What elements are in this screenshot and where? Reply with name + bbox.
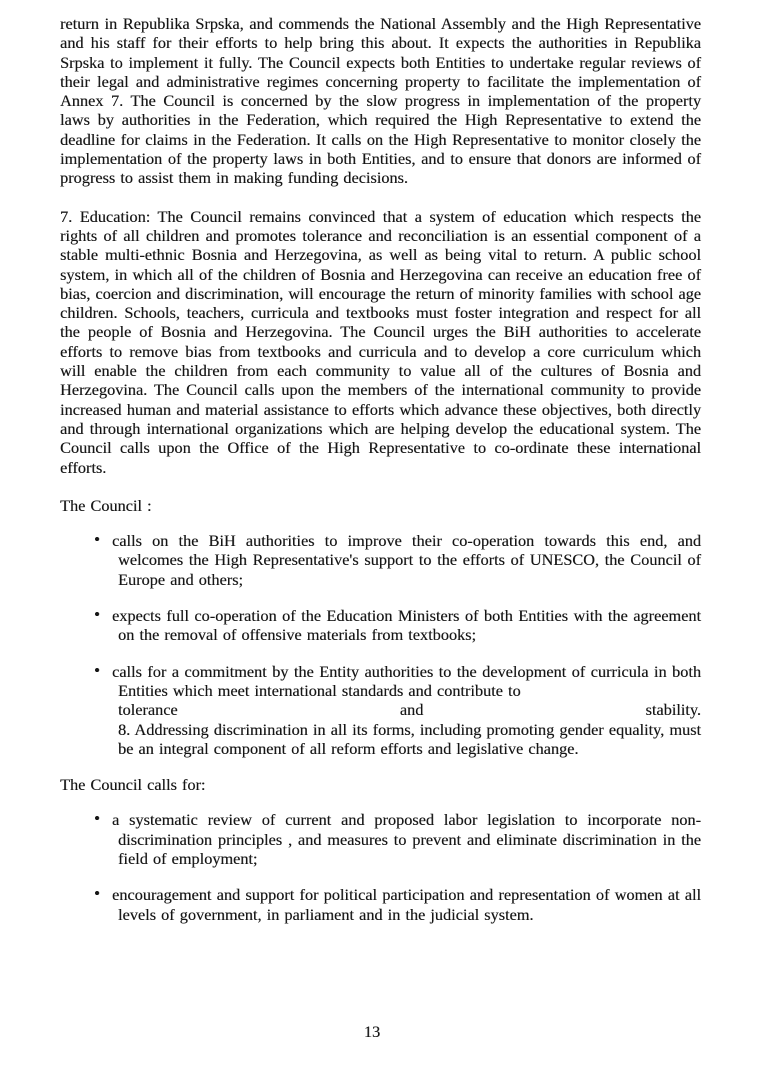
list-item-text: calls on the BiH authorities to improve their co-operation towards this end, and welcomes the High Representative's support to the efforts of UNESCO, the Council of Europe and others; bbox=[112, 531, 701, 589]
list-item bbox=[60, 810, 701, 868]
paragraph-education: 7. Education: The Council remains convinced that a system of education which respects the rights of all children and promotes tolerance and reconciliation is an essential component of a stable multi-ethnic Bosnia and Herzegovina, as well as being vital to return. A public school system, in which all of the children of Bosnia and Herzegovina can receive an education free of bias, coercion and discrimination, will encourage the return of minority families with school age children. Schools, teachers, curricula and textbooks must foster integration and respect for all the people of Bosnia and Herzegovina. The Council urges the BiH authorities to accelerate efforts to remove bias from textbooks and curricula and to develop a core curriculum which will enable the children from each community to value all of the cultures of Bosnia and Herzegovina. The Council calls upon the members of the international community to provide increased human and material assistance to efforts which advance these objectives, both directly and through international organizations which are helping develop the educational system. The Council calls upon the Office of the High Representative to co-ordinate these international efforts. bbox=[60, 206, 702, 477]
spread-word: and bbox=[399, 700, 424, 720]
list-item-continuation: 8. Addressing discrimination in all its forms, including promoting gender equality, must be an integral component of all reform efforts and legislative change. bbox=[118, 719, 701, 758]
paragraph-property-return: return in Republika Srpska, and commends the National Assembly and the High Representative and his staff for their efforts to help bring this about. It expects the authorities in Republika Srpska to implement it fully. The Council expects both Entities to undertake regular reviews of their legal and administrative regimes concerning property to facilitate the implementation of Annex 7. The Council is concerned by the slow progress in implementation of the property laws by authorities in the Federation, which required the High Representative to extend the deadline for claims in the Federation. It calls on the High Representative to monitor closely the implementation of the property laws in both Entities, and to ensure that donors are informed of progress to assist them in making funding decisions. bbox=[60, 14, 701, 188]
page-content bbox=[60, 14, 701, 941]
page-number: 13 bbox=[363, 1022, 381, 1041]
council-bullet-list bbox=[60, 531, 701, 758]
list-item-text: encouragement and support for political participation and representation of women at all levels of government, in parliament and in the judicial system. bbox=[112, 885, 701, 924]
list-item-text: calls for a commitment by the Entity authorities to the development of curricula in both Entities which meet international standards and contribute to bbox=[112, 661, 701, 700]
list-item bbox=[60, 606, 701, 645]
bullet-icon: • bbox=[94, 884, 100, 904]
list-item-text: a systematic review of current and proposed labor legislation to incorporate non-discrimination principles , and measures to prevent and eliminate discrimination in the field of employment; bbox=[112, 810, 701, 868]
bullet-icon: • bbox=[94, 809, 100, 829]
calls-for-heading: The Council calls for: bbox=[60, 775, 206, 795]
spread-word: tolerance bbox=[118, 700, 178, 720]
justified-words-line bbox=[118, 700, 701, 719]
spread-word: stability. bbox=[645, 700, 701, 720]
list-item bbox=[60, 662, 701, 758]
calls-for-bullet-list bbox=[60, 810, 701, 923]
bullet-icon: • bbox=[94, 605, 100, 625]
list-item-text: expects full co-operation of the Education Ministers of both Entities with the agreement on the removal of offensive materials from textbooks; bbox=[112, 606, 701, 645]
bullet-icon: • bbox=[94, 660, 100, 680]
bullet-icon: • bbox=[94, 530, 100, 550]
list-item bbox=[60, 531, 701, 589]
council-heading: The Council : bbox=[60, 495, 152, 515]
list-item bbox=[60, 885, 701, 924]
